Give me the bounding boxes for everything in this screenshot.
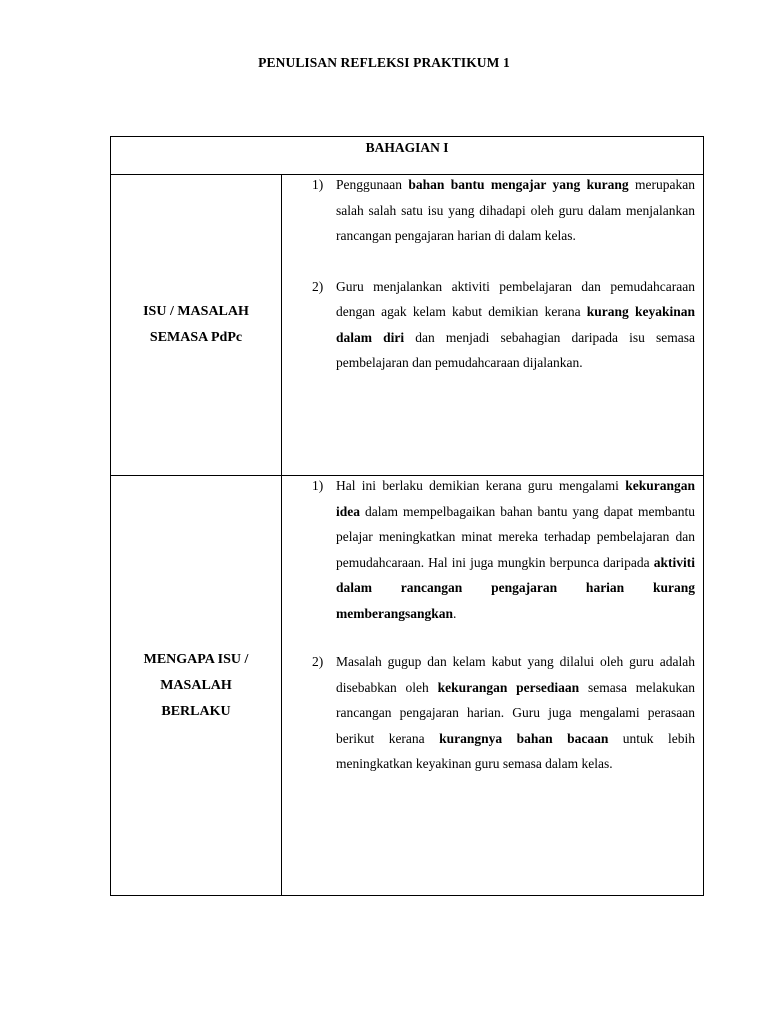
section-header-row <box>111 137 704 175</box>
item-number: 1) <box>312 177 324 192</box>
item-number: 1) <box>312 478 324 493</box>
page-title: PENULISAN REFLEKSI PRAKTIKUM 1 <box>258 55 510 70</box>
item-text: . <box>453 605 457 621</box>
row-label-cell <box>111 175 282 476</box>
list-item <box>282 274 703 376</box>
item-bold-text: bahan bantu mengajar yang kurang <box>408 177 629 192</box>
table-row <box>111 476 704 896</box>
item-text: dan menjadi sebahagian daripada isu semasa pembelajaran dan pemudahcaraan dijalankan. <box>336 329 695 370</box>
row-label-line: SEMASA PdPc <box>149 330 243 345</box>
table-row <box>111 175 704 476</box>
item-text: semasa melakukan rancangan pengajaran harian. Guru juga mengalami perasaan berikut kerana <box>336 679 696 746</box>
item-bold-text: kekurangan persediaan <box>437 679 580 695</box>
row-label-line: BERLAKU <box>161 703 231 719</box>
row-label-line: MENGAPA ISU / <box>143 651 249 667</box>
row-label-line: MASALAH <box>160 677 232 693</box>
item-list <box>282 172 703 376</box>
item-bold-text: kurangnya bahan bacaan <box>439 730 609 746</box>
row-label-cell <box>111 476 282 896</box>
item-text: Penggunaan <box>336 177 409 192</box>
item-number: 2) <box>312 654 324 669</box>
item-bold-text: kekurangan idea <box>336 478 696 519</box>
list-item <box>282 649 703 777</box>
item-bold-text: kurang keyakinan dalam diri <box>336 304 696 345</box>
list-spacer <box>282 626 703 649</box>
item-list <box>282 473 703 777</box>
section-header-cell <box>111 137 704 175</box>
reflection-table <box>110 136 704 896</box>
item-text: Masalah gugup dan kelam kabut yang dilalui oleh guru adalah disebabkan oleh <box>336 654 696 695</box>
item-text: merupakan salah salah satu isu yang dihadapi oleh guru dalam menjalankan rancangan pengajaran harian di dalam kelas. <box>336 177 696 243</box>
list-item <box>282 172 703 249</box>
section-header: BAHAGIAN I <box>365 140 449 155</box>
item-bold-text: aktiviti dalam rancangan pengajaran harian kurang memberangsangkan <box>336 554 696 621</box>
item-text: untuk lebih meningkatkan keyakinan guru semasa dalam kelas. <box>336 730 695 771</box>
item-text: Hal ini berlaku demikian kerana guru mengalami <box>336 478 626 493</box>
item-text: dalam mempelbagaikan bahan bantu yang dapat membantu pelajar meningkatkan minat mereka terhadap pembelajaran dan pemudahcaraan. Hal ini juga mungkin berpunca daripada <box>336 503 696 570</box>
row-content-cell <box>282 175 704 476</box>
row-label-line: ISU / MASALAH <box>143 304 249 319</box>
row-content-cell <box>282 476 704 896</box>
item-text: Guru menjalankan aktiviti pembelajaran dan pemudahcaraan dengan agak kelam kabut demikian kerana <box>336 278 696 319</box>
list-item <box>282 473 703 626</box>
item-number: 2) <box>312 278 324 294</box>
list-spacer <box>282 249 703 274</box>
